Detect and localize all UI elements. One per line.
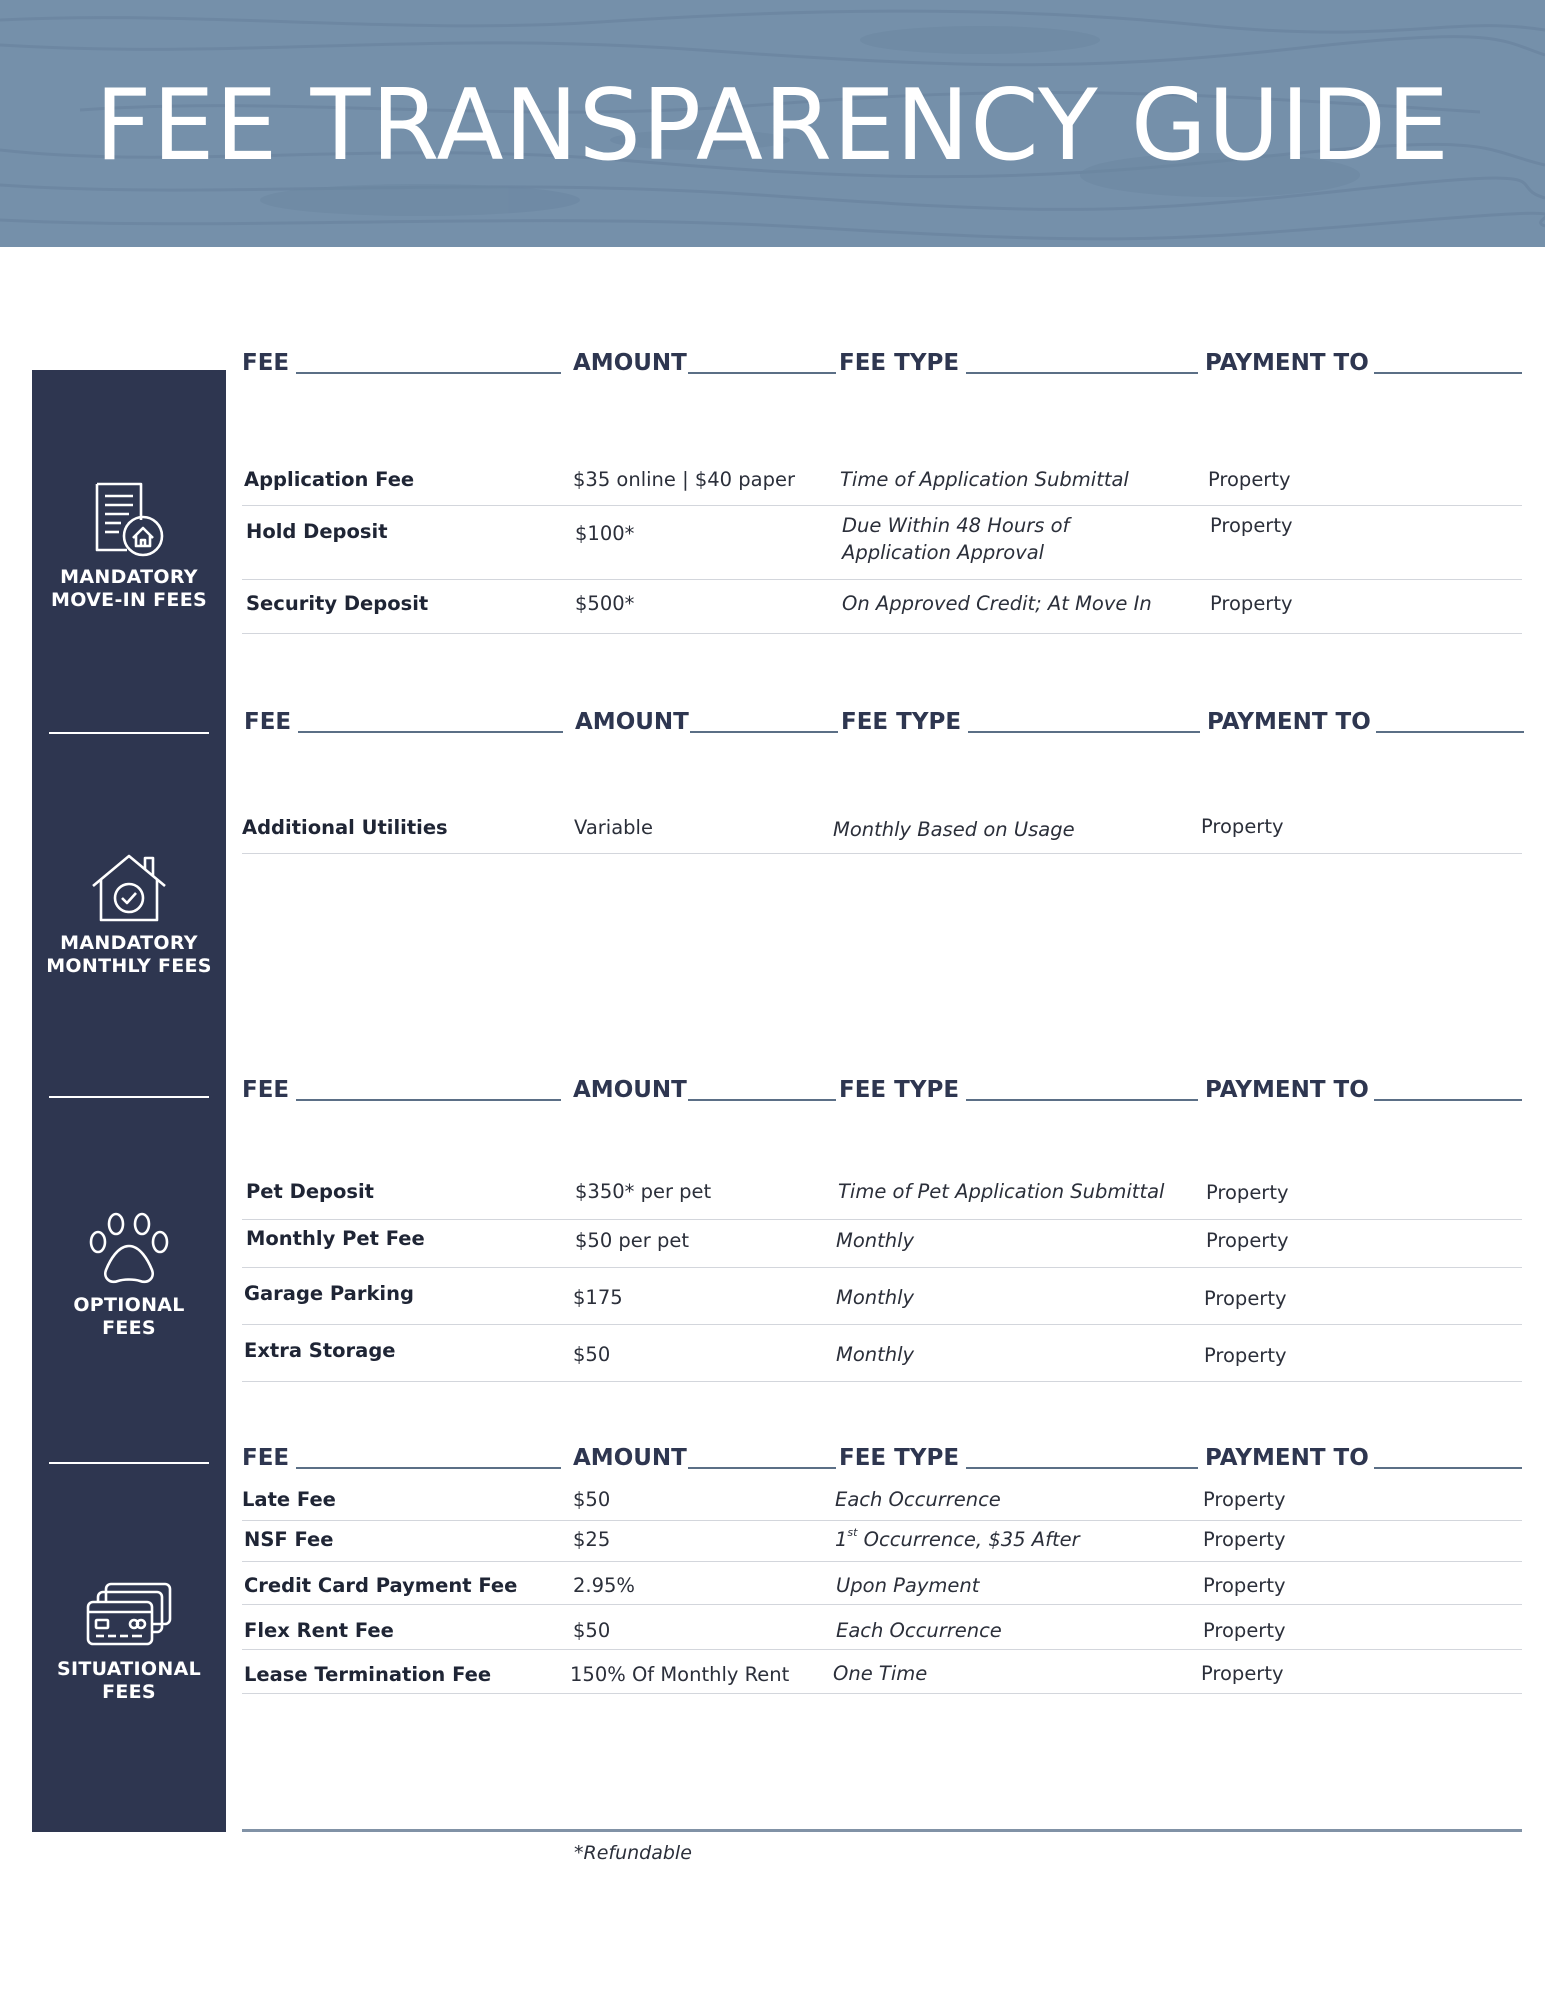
- fee-name: Pet Deposit: [246, 1180, 375, 1203]
- header-rule: [968, 731, 1200, 733]
- fee-name: Security Deposit: [246, 592, 429, 615]
- document-house-icon: [91, 480, 167, 558]
- fee-amount: $500*: [575, 592, 635, 615]
- sidebar-label-line1: MANDATORY: [60, 566, 198, 588]
- fee-type: Monthly Based on Usage: [833, 818, 1075, 841]
- payment-to: Property: [1204, 1287, 1287, 1310]
- column-header-fee: FEE: [242, 350, 290, 376]
- fee-type: Each Occurrence: [836, 1619, 1002, 1642]
- fee-name: Application Fee: [244, 468, 415, 491]
- header-rule: [688, 1467, 836, 1469]
- category-sidebar: [32, 370, 226, 1832]
- column-header-fee: FEE: [242, 1445, 290, 1471]
- fee-type: Time of Pet Application Submittal: [838, 1180, 1165, 1203]
- fee-name: Extra Storage: [244, 1339, 396, 1362]
- header-rule: [1374, 1467, 1522, 1469]
- header-rule: [690, 731, 838, 733]
- header-rule: [1374, 372, 1522, 374]
- fee-type: [835, 1526, 1080, 1553]
- column-header-amount: AMOUNT: [573, 1077, 687, 1103]
- payment-to: Property: [1203, 1619, 1286, 1642]
- fee-type: Monthly: [836, 1229, 915, 1252]
- house-check-icon: [89, 852, 169, 924]
- column-header-amount: AMOUNT: [575, 709, 689, 735]
- fee-type-ordinal-suffix: st: [847, 1526, 858, 1539]
- fee-name: Garage Parking: [244, 1282, 414, 1305]
- bottom-rule: [242, 1829, 1522, 1832]
- table-row: [242, 1650, 1522, 1694]
- fee-amount: $350* per pet: [575, 1180, 712, 1203]
- table-row: [242, 1172, 1522, 1220]
- column-header-fee-type: FEE TYPE: [839, 1445, 960, 1471]
- column-header-fee-type: FEE TYPE: [839, 1077, 960, 1103]
- header-rule: [966, 372, 1198, 374]
- sidebar-label-line2: FEES: [102, 1681, 156, 1703]
- fee-type: One Time: [833, 1662, 928, 1685]
- sidebar-label-line1: OPTIONAL: [73, 1294, 185, 1316]
- payment-to: Property: [1206, 1181, 1289, 1204]
- header-rule: [1376, 731, 1524, 733]
- column-header-payment-to: PAYMENT TO: [1207, 709, 1371, 735]
- fee-type-rest: Occurrence, $35 After: [857, 1528, 1080, 1551]
- sidebar-divider: [49, 732, 209, 734]
- fee-type-ordinal: 1: [835, 1528, 848, 1551]
- fee-amount: $175: [573, 1286, 623, 1309]
- header-rule: [296, 1099, 561, 1101]
- header-banner: [0, 0, 1545, 247]
- fee-name: Late Fee: [242, 1488, 336, 1511]
- table-row: [242, 1521, 1522, 1562]
- fee-amount: $50 per pet: [575, 1229, 690, 1252]
- fee-name: NSF Fee: [244, 1528, 334, 1551]
- fee-amount: $50: [573, 1343, 611, 1366]
- column-header-amount: AMOUNT: [573, 350, 687, 376]
- table-row: [242, 1220, 1522, 1268]
- header-rule: [1374, 1099, 1522, 1101]
- payment-to: Property: [1210, 592, 1293, 615]
- sidebar-label-line1: MANDATORY: [60, 932, 198, 954]
- column-header-payment-to: PAYMENT TO: [1205, 350, 1369, 376]
- fee-amount: $50: [573, 1619, 611, 1642]
- payment-to: Property: [1201, 815, 1284, 838]
- payment-to: Property: [1206, 1229, 1289, 1252]
- fee-type-line1: Due Within 48 Hours of: [842, 514, 1070, 537]
- sidebar-section-move-in: [32, 480, 226, 612]
- sidebar-section-situational: [32, 1580, 226, 1704]
- header-rule: [688, 372, 836, 374]
- table-row: [242, 1268, 1522, 1325]
- fee-amount: 2.95%: [573, 1574, 635, 1597]
- fee-type: Monthly: [836, 1286, 915, 1309]
- column-header-row: [242, 1443, 1522, 1483]
- fee-amount: Variable: [574, 816, 653, 839]
- table-row: [242, 462, 1522, 506]
- fee-type: Monthly: [836, 1343, 915, 1366]
- payment-to: Property: [1203, 1488, 1286, 1511]
- column-header-fee: FEE: [242, 1077, 290, 1103]
- payment-to: Property: [1204, 1344, 1287, 1367]
- sidebar-section-optional: [32, 1212, 226, 1340]
- column-header-fee-type: FEE TYPE: [841, 709, 962, 735]
- header-rule: [296, 1467, 561, 1469]
- payment-to: Property: [1210, 514, 1293, 537]
- table-row: [242, 580, 1522, 634]
- sidebar-label-line2: FEES: [102, 1317, 156, 1339]
- header-rule: [966, 1099, 1198, 1101]
- fee-name: Flex Rent Fee: [244, 1619, 394, 1642]
- fee-amount: $35 online | $40 paper: [573, 468, 796, 491]
- fee-type: Upon Payment: [836, 1574, 980, 1597]
- column-header-row: [242, 1075, 1522, 1115]
- header-rule: [966, 1467, 1198, 1469]
- sidebar-label-line2: MONTHLY FEES: [46, 955, 212, 977]
- header-rule: [296, 372, 561, 374]
- sidebar-divider: [49, 1096, 209, 1098]
- payment-to: Property: [1208, 468, 1291, 491]
- payment-to: Property: [1201, 1662, 1284, 1685]
- fee-amount: $50: [573, 1488, 611, 1511]
- refundable-footnote: *Refundable: [574, 1842, 692, 1864]
- fee-name: Monthly Pet Fee: [246, 1227, 425, 1250]
- fee-name: Lease Termination Fee: [244, 1663, 492, 1686]
- fee-name: Hold Deposit: [246, 520, 388, 543]
- table-row: [242, 1485, 1522, 1521]
- column-header-fee: FEE: [244, 709, 292, 735]
- payment-to: Property: [1203, 1528, 1286, 1551]
- header-rule: [688, 1099, 836, 1101]
- fee-name: Additional Utilities: [242, 816, 448, 839]
- fee-type: Time of Application Submittal: [840, 468, 1129, 491]
- paw-icon: [88, 1212, 170, 1286]
- table-row: [242, 506, 1522, 580]
- sidebar-section-monthly: [32, 852, 226, 978]
- table-row: [242, 1605, 1522, 1650]
- fee-amount: $25: [573, 1528, 611, 1551]
- table-row: [242, 1325, 1522, 1382]
- fee-amount: $100*: [575, 522, 635, 545]
- fee-name: Credit Card Payment Fee: [244, 1574, 518, 1597]
- column-header-fee-type: FEE TYPE: [839, 350, 960, 376]
- column-header-row: [244, 707, 1524, 747]
- credit-cards-icon: [84, 1580, 174, 1650]
- column-header-amount: AMOUNT: [573, 1445, 687, 1471]
- column-header-payment-to: PAYMENT TO: [1205, 1077, 1369, 1103]
- fee-amount: 150% Of Monthly Rent: [570, 1663, 790, 1686]
- fee-type: On Approved Credit; At Move In: [842, 592, 1152, 615]
- sidebar-divider: [49, 1462, 209, 1464]
- header-rule: [298, 731, 563, 733]
- column-header-payment-to: PAYMENT TO: [1205, 1445, 1369, 1471]
- fee-type-line2: Application Approval: [842, 541, 1045, 564]
- table-row: [242, 806, 1522, 854]
- sidebar-label-line1: SITUATIONAL: [57, 1658, 201, 1680]
- sidebar-label-line2: MOVE-IN FEES: [51, 589, 207, 611]
- fee-type: Each Occurrence: [835, 1488, 1001, 1511]
- page-title: FEE TRANSPARENCY GUIDE: [95, 69, 1450, 183]
- column-header-row: [242, 348, 1522, 388]
- payment-to: Property: [1203, 1574, 1286, 1597]
- table-row: [242, 1562, 1522, 1605]
